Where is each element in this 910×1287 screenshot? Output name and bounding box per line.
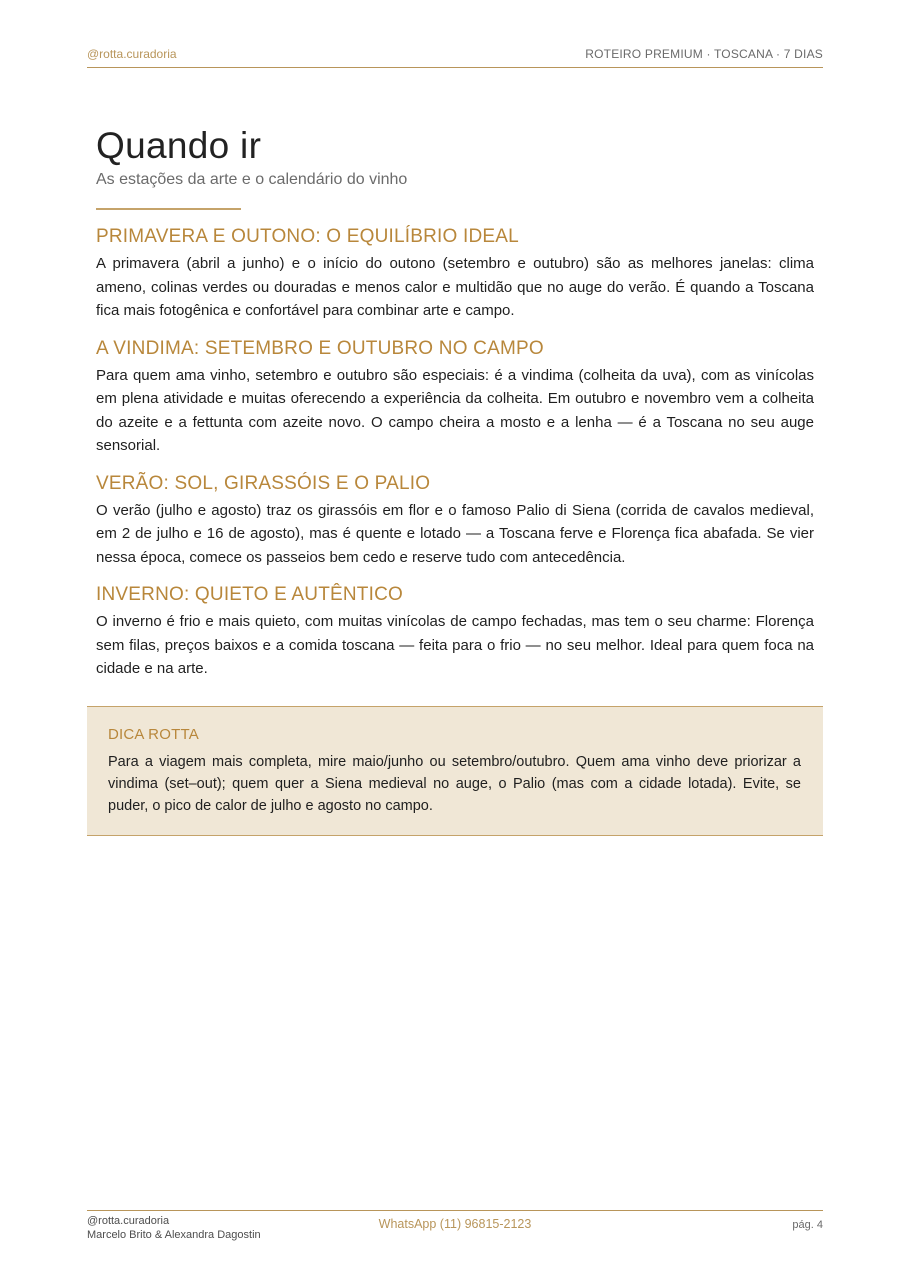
tip-text: Para a viagem mais completa, mire maio/junho ou setembro/outubro. Quem ama vinho deve priorizar a vindima (set–out); quem quer a Siena medieval no auge, o Palio (mas com a cidade lotada). Evite, se puder, o pico de calor de julho e agosto no campo. (108, 754, 801, 814)
section-spring-autumn (96, 225, 814, 323)
section-heading: VERÃO: SOL, GIRASSÓIS E O PALIO (96, 472, 431, 494)
tip-title: DICA ROTTA (108, 726, 199, 743)
page-header (87, 45, 823, 68)
section-heading: PRIMAVERA E OUTONO: O EQUILÍBRIO IDEAL (96, 226, 519, 247)
tip-box (87, 706, 823, 836)
section-heading: INVERNO: QUIETO E AUTÊNTICO (96, 584, 403, 605)
page-number: pág. 4 (792, 1219, 823, 1231)
title-divider (96, 208, 241, 210)
section-heading: A VINDIMA: SETEMBRO E OUTUBRO NO CAMPO (96, 337, 544, 359)
content-sections (96, 225, 814, 695)
section-body: O verão (julho e agosto) traz os girassóis em flor e o famoso Palio di Siena (corrida de cavalos medieval, em 2 de julho e 16 de agosto), mas é quente e lotado — a Toscana ferve e Florença fica abafada. Se vier nessa época, comece os passeios bem cedo e reserve tudo com antecedência. (96, 501, 814, 566)
header-handle: @rotta.curadoria (87, 47, 177, 61)
section-body: Para quem ama vinho, setembro e outubro são especiais: é a vindima (colheita da uva), com as vinícolas em plena atividade e muitas oferecendo a experiência da colheita. Em outubro e novembro vem a colheita do azeite e a fettunta com azeite novo. O campo cheira a mosto e a lenha — é a Toscana no seu auge sensorial. (96, 366, 814, 454)
footer-handle: @rotta.curadoria (87, 1215, 170, 1227)
section-body: O inverno é frio e mais quieto, com muitas vinícolas de campo fechadas, mas tem o seu charme: Florença sem filas, preços baixos e a comida toscana — feita para o frio — no seu melhor. Ideal para quem foca na cidade e na arte. (96, 613, 814, 677)
section-winter (96, 583, 814, 681)
page-footer (87, 1210, 823, 1243)
page-subtitle: As estações da arte e o calendário do vinho (96, 171, 408, 188)
page-title: Quando ir (96, 125, 262, 166)
title-block (96, 124, 816, 210)
section-body: A primavera (abril a junho) e o início do outono (setembro e outubro) são as melhores janelas: clima ameno, colinas verdes ou douradas e menos calor e multidão que no auge do verão. É quando a Toscana fica mais fotogênica e confortável para combinar arte e campo. (96, 255, 814, 319)
section-harvest (96, 337, 814, 458)
section-summer (96, 472, 814, 570)
footer-authors: Marcelo Brito & Alexandra Dagostin (87, 1229, 261, 1241)
header-document-title: ROTEIRO PREMIUM · TOSCANA · 7 DIAS (585, 47, 823, 61)
footer-contact: WhatsApp (11) 96815-2123 (378, 1217, 532, 1231)
